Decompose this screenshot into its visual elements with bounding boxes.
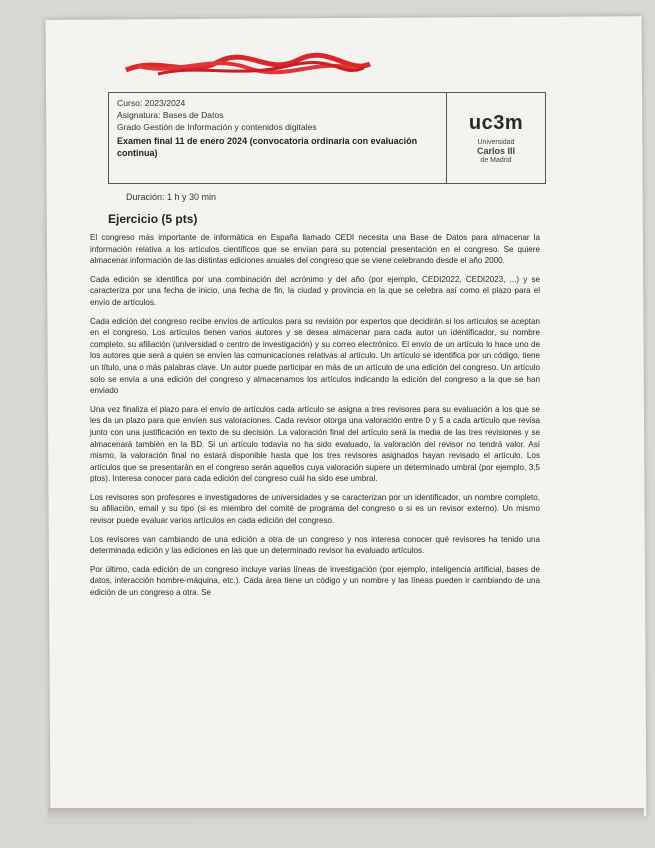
exam-duration: Duración: 1 h y 30 min: [126, 192, 217, 202]
logo-brand: uc3m: [468, 111, 524, 134]
degree: Grado Gestión de Información y contenidos digitales: [117, 122, 317, 132]
paragraph: Cada edición del congreso recibe envíos de artículos para su revisión por expertos que decidirán si los artículos se aceptan en el congreso. Los artículos tienen varios autores y se desea almacenar para cada autor un identificador, su nombre completo, su afiliación (universidad o centro de investigación) y su correo electrónico. El envío de un artículo lo hace uno de los autores que será a quien se envíen las comunicaciones relativas al artículo. Un artículo se identifica por un código, tiene un título, una o más palabras clave. Un autor puede participar en más de un artículo de una edición del congreso. Un artículo solo se envía a una edición del congreso y almacenamos los artículos indicando la edición del congreso a la que se han enviado: [90, 316, 540, 396]
subject: Asignatura: Bases de Datos: [117, 110, 224, 120]
university-logo: [447, 93, 545, 183]
exercise-body: [90, 232, 540, 606]
course-info: [109, 93, 447, 183]
paragraph: Los revisores van cambiando de una edición a otra de un congreso y nos interesa conocer qué revisores ha tenido una determinada edición y las ediciones en las que un determinado revisor ha evaluado artículos.: [90, 534, 540, 556]
exam-header: [108, 92, 546, 184]
logo-line-3: de Madrid: [480, 156, 512, 164]
logo-line-2: Carlos III: [476, 145, 515, 156]
page-edge-shadow: [48, 808, 644, 822]
paragraph: Los revisores son profesores e investigadores de universidades y se caracterizan por un identificador, un nombre completo, su afiliación, email y su tipo (si es miembro del comité de programa del congreso o si es un revisor externo). Un mismo revisor puede evaluar varios artículos en cada edición del congreso.: [90, 492, 540, 526]
paragraph: Una vez finaliza el plazo para el envío de artículos cada artículo se asigna a tres revisores para su evaluación a los que se les da un plazo para que envíen sus valoraciones. Cada revisor otorga una valoración entre 0 y 5 a cada artículo que revisa junto con una justificación en texto de su decisión. La valoración final del artículo será la media de las tres revisiones y se almacenará también en la BD. Si un artículo todavía no ha sido evaluado, la valoración del revisor no tendrá valor. Así mismo, la valoración final no estará disponible hasta que los tres revisores asignados hayan revisado el artículo. Los artículos que se presentarán en el congreso serán aquellos cuya valoración supere un determinado umbral (por ejemplo, 3,5 ptos). Interesa conocer para cada edición del congreso cuál ha sido ese umbral.: [90, 404, 540, 484]
course-year: Curso: 2023/2024: [117, 98, 186, 108]
exercise-title: Ejercicio (5 pts): [108, 212, 198, 226]
paragraph: El congreso más importante de informática en España llamado CEDI necesita una Base de Datos para almacenar la información relativa a los artículos científicos que se envían para su potencial presentación en el congreso. Se quiere almacenar información de las distintas ediciones anuales del congreso que se viene celebrando desde el año 2000.: [90, 233, 540, 266]
paragraph: Por último, cada edición de un congreso incluye varias líneas de investigación (por ejemplo, inteligencia artificial, bases de datos, interacción hombre-máquina, etc.). Cada área tiene un código y un nombre y las líneas pueden ir cambiando de una edición de un congreso a otra. Se: [90, 564, 540, 598]
redaction-scribble: [118, 48, 378, 84]
exam-title: Examen final 11 de enero 2024 (convocatoria ordinaria con evaluación continua): [117, 136, 418, 158]
logo-line-1: Universidad: [477, 138, 515, 146]
paragraph: Cada edición se identifica por una combinación del acrónimo y del año (por ejemplo, CEDI2022, CEDI2023, ...) y se caracteriza por una fecha de inicio, una fecha de fin, la ciudad y provincia en la que se celebra así como el plazo para el envío de artículos.: [90, 274, 540, 307]
logo-text: [477, 139, 515, 165]
